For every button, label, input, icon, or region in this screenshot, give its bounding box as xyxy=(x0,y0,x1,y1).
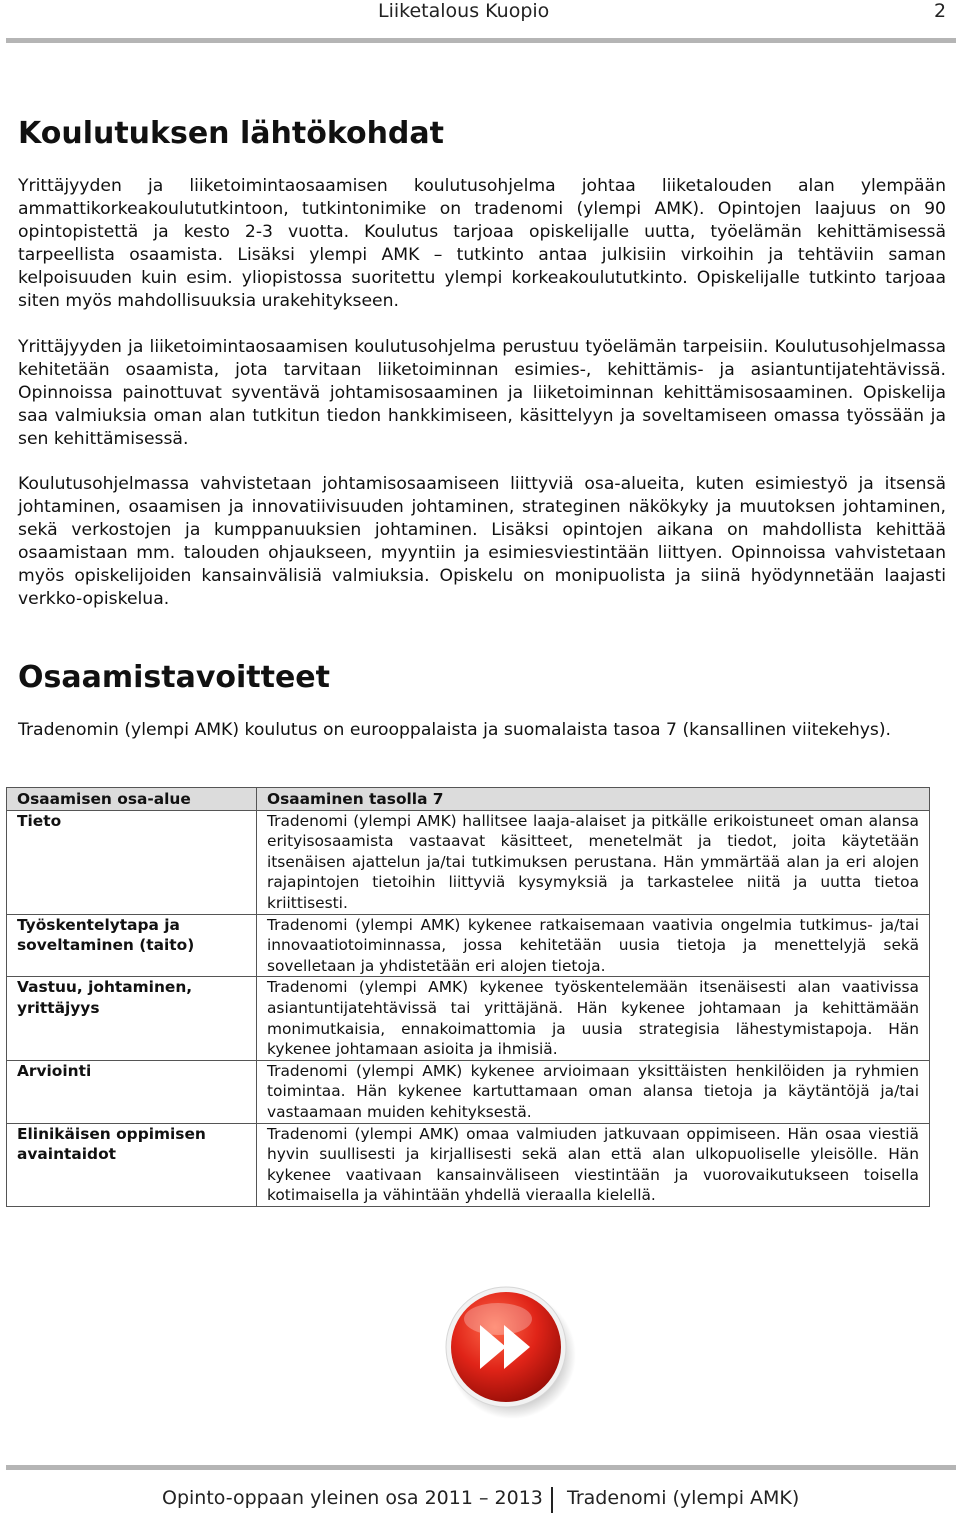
page-footer xyxy=(0,1487,960,1513)
fast-forward-icon xyxy=(440,1283,576,1419)
row-area: Arviointi xyxy=(7,1060,257,1123)
row-area: Elinikäisen oppimisen avaintaidot xyxy=(7,1123,257,1206)
table-row xyxy=(7,1123,930,1206)
page-number: 2 xyxy=(934,0,947,22)
footer-course-guide: Opinto-oppaan yleinen osa 2011 – 2013 xyxy=(162,1487,543,1509)
row-area: Työskentelytapa ja soveltaminen (taito) xyxy=(7,914,257,977)
column-header-level: Osaaminen tasolla 7 xyxy=(257,788,930,811)
row-description: Tradenomi (ylempi AMK) kykenee ratkaisemaan vaativia ongelmia tutkimus- ja/tai innovaatiotoiminnassa, jossa kehitetään uusia tietoja ja menettelyjä sekä sovelletaan ja yhdistetään eri alojen tietoja. xyxy=(257,914,930,977)
header-title: Liiketalous Kuopio xyxy=(378,0,550,22)
table-row xyxy=(7,914,930,977)
column-header-area: Osaamisen osa-alue xyxy=(7,788,257,811)
row-description: Tradenomi (ylempi AMK) kykenee työskentelemään itsenäisesti alan vaativissa asiantuntijatehtävissä tai yrittäjänä. Hän kykenee johtamaan ja kehittämään monimutkaisia, ennakoimattomia ja uusia strategisia lähestymistapoja. Hän kykenee johtamaan asioita ja ihmisiä. xyxy=(257,977,930,1060)
row-description: Tradenomi (ylempi AMK) omaa valmiuden jatkuvaan oppimiseen. Hän osaa viestiä hyvin suullisesti ja kirjallisesti sekä alan että alan ulkopuoliselle yleisölle. Hän kykenee vaativaan kansainväliseen viestintään ja vuorovaikutukseen toisella kotimaisella ja vähintään yhdellä vieraalla kielellä. xyxy=(257,1123,930,1206)
next-page-button[interactable] xyxy=(440,1283,576,1419)
row-area: Tieto xyxy=(7,810,257,914)
section-heading-osaamistavoitteet: Osaamistavoitteet xyxy=(18,660,330,695)
footer-separator xyxy=(551,1487,553,1513)
paragraph-3: Koulutusohjelmassa vahvistetaan johtamisosaamiseen liittyviä osa-alueita, kuten esimiestyö ja itsensä johtaminen, osaamisen ja innovatiivisuuden johtaminen, strateginen näkökyky ja muutoksen johtaminen, sekä verkostojen ja kumppanuuksien johtaminen. Lisäksi opintojen aikana on mahdollista kehittää osaamistaan mm. talouden ohjaukseen, myyntiin ja esimiesviestintään liittyen. Opinnoissa vahvistetaan myös opiskelijoiden kansainvälisiä valmiuksia. Opiskelu on monipuolista ja siinä hyödynnetään laajasti verkko-opiskelua. xyxy=(18,474,946,609)
table-header-row xyxy=(7,788,930,811)
intro-paragraph: Tradenomin (ylempi AMK) koulutus on eurooppalaista ja suomalaista tasoa 7 (kansallinen viitekehys). xyxy=(18,720,892,740)
header-divider xyxy=(6,38,956,43)
paragraph-1: Yrittäjyyden ja liiketoimintaosaamisen koulutusohjelma johtaa liiketalouden alan ylempään ammattikorkeakoulututkintoon, tutkintonimike on tradenomi (ylempi AMK). Opintojen laajuus on 90 opintopistettä ja kesto 2-3 vuotta. Koulutus tarjoaa opiskelijalle uutta, työelämän kehittämisessä tarpeellista osaamista. Lisäksi ylempi AMK – tutkinto antaa julkisiin virkoihin ja tehtäviin saman kelpoisuuden kuin esim. yliopistossa suoritettu ylempi korkeakoulututkinto. Opiskelijalle tutkinto tarjoaa siten myös mahdollisuuksia urakehitykseen. xyxy=(18,176,946,311)
row-description: Tradenomi (ylempi AMK) hallitsee laaja-alaiset ja pitkälle erikoistuneet oman alansa erityisosaamista vastaavat käsitteet, menetelmät ja tiedot, joita käytetään itsenäisen ajattelun ja/tai tutkimuksen perustana. Hän ymmärtää alan ja eri alojen rajapintojen tietoihin liittyviä kysymyksiä ja tarkastelee niitä ja uutta tietoa kriittisesti. xyxy=(257,810,930,914)
paragraph-2: Yrittäjyyden ja liiketoimintaosaamisen koulutusohjelma perustuu työelämän tarpeisiin. Koulutusohjelmassa kehitetään osaamista, jota tarvitaan liiketoiminnan esimies-, kehittämis- ja asiantuntijatehtävissä. Opinnoissa painottuvat syventävä johtamisosaaminen ja liiketoiminnan kehittämisosaaminen. Opiskelija saa valmiuksia oman alan tutkitun tiedon hankkimiseen, käsittelyyn ja soveltamiseen omassa työssään ja sen kehittämisessä. xyxy=(18,337,946,449)
footer-divider xyxy=(6,1465,956,1470)
row-area: Vastuu, johtaminen, yrittäjyys xyxy=(7,977,257,1060)
table-row xyxy=(7,810,930,914)
row-description: Tradenomi (ylempi AMK) kykenee arvioimaan yksittäisten henkilöiden ja ryhmien toimintaa. Hän kykenee kartuttamaan oman alansa tietoja ja käytäntöjä ja/tai vastaamaan muiden kehityksestä. xyxy=(257,1060,930,1123)
footer-degree: Tradenomi (ylempi AMK) xyxy=(567,1487,800,1509)
page-header xyxy=(0,0,960,26)
section-heading-lahtokohdat: Koulutuksen lähtökohdat xyxy=(18,116,444,151)
table-row xyxy=(7,1060,930,1123)
table-row xyxy=(7,977,930,1060)
competence-table xyxy=(6,787,930,1207)
